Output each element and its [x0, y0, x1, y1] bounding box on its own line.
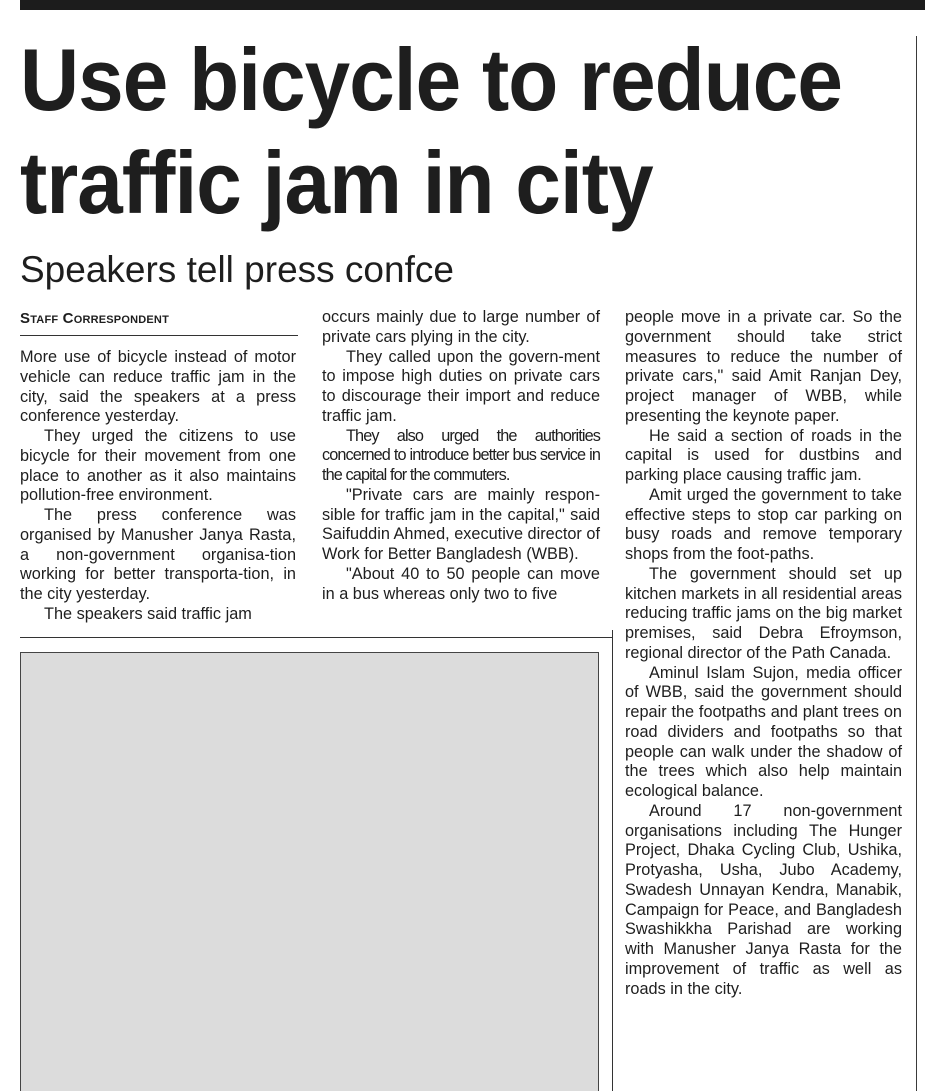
paragraph: Around 17 non-government organisations including The Hunger Project, Dhaka Cycling Club, Ushika, Protyasha, Usha, Jubo Academy, Swadesh Unnayan Kendra, Manabik, Campaign for Peace, and Bangladesh Swashikkha Parishad are working with Manusher Janya Rasta for the improvement of traffic as well as roads in the city. — [625, 801, 902, 998]
paragraph: Aminul Islam Sujon, media officer of WBB, said the government should repair the footpaths and plant trees on road dividers and footpaths so that people can walk under the shadow of the trees which also help maintain ecological balance. — [625, 663, 902, 800]
headline — [20, 28, 848, 234]
photo-placeholder — [20, 652, 599, 1091]
paragraph: The press conference was organised by Manusher Janya Rasta, a non-government organisa-tion working for better transporta-tion, in the city yesterday. — [20, 506, 296, 603]
paragraph: people move in a private car. So the government should take strict measures to reduce the number of private cars," said Amit Ranjan Dey, project manager of WBB, while presenting the keynote paper. — [625, 308, 902, 425]
article-column-1 — [20, 348, 296, 625]
byline: Staff Correspondent — [20, 310, 169, 327]
paragraph: Amit urged the government to take effective steps to stop car parking on busy roads and remove temporary shops from the foot-paths. — [625, 485, 902, 563]
article-column-2 — [322, 308, 600, 604]
paragraph: They also urged the authorities concerned to introduce better bus service in the capital for the commuters. — [322, 426, 600, 484]
paragraph: "About 40 to 50 people can move in a bus whereas only two to five — [322, 564, 600, 603]
top-rule — [20, 0, 925, 10]
paragraph: The government should set up kitchen markets in all residential areas reducing traffic jams on the big market premises, said Debra Efroymson, regional director of the Path Canada. — [625, 564, 902, 662]
paragraph: "Private cars are mainly respon-sible for traffic jam in the capital," said Saifuddin Ahmed, executive director of Work for Better Bangladesh (WBB). — [322, 485, 600, 563]
paragraph: They called upon the govern-ment to impose high duties on private cars to discourage their import and reduce traffic jam. — [322, 347, 600, 425]
column-separator — [612, 630, 613, 1091]
byline-rule — [20, 335, 298, 336]
article-column-3 — [625, 308, 902, 999]
paragraph: occurs mainly due to large number of private cars plying in the city. — [322, 308, 600, 346]
paragraph: He said a section of roads in the capital is used for dustbins and parking place causing traffic jam. — [625, 426, 902, 484]
photo-top-rule — [20, 637, 612, 638]
subheadline: Speakers tell press confce — [20, 249, 454, 290]
paragraph: They urged the citizens to use bicycle for their movement from one place to another as it also maintains pollution-free environment. — [20, 427, 296, 505]
right-column-rule — [916, 36, 917, 1091]
paragraph: The speakers said traffic jam — [44, 604, 252, 623]
headline-line-1: Use bicycle to reduce — [20, 30, 842, 129]
paragraph: More use of bicycle instead of motor vehicle can reduce traffic jam in the city, said the speakers at a press conference yesterday. — [20, 348, 296, 426]
headline-line-2: traffic jam in city — [20, 133, 653, 232]
